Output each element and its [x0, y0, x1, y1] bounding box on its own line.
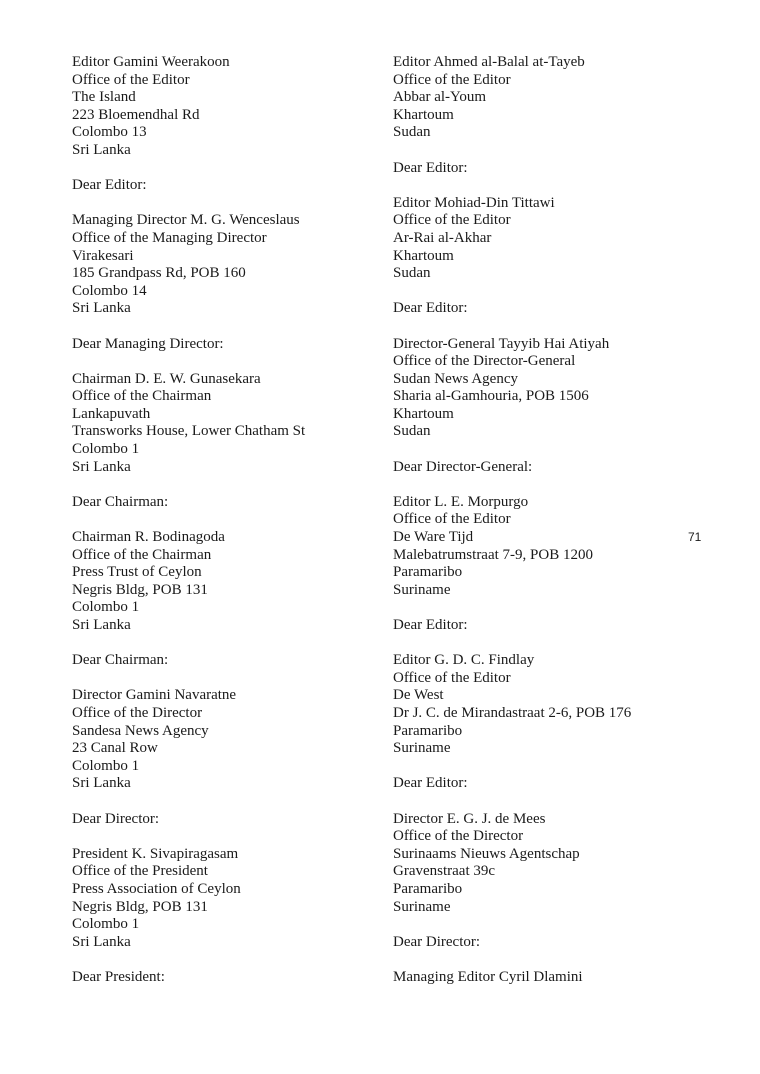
address-line: Office of the Editor: [393, 511, 511, 528]
address-line: Sandesa News Agency: [72, 722, 209, 739]
spacer: [393, 635, 703, 653]
spacer: [393, 142, 703, 160]
address-line: Surinaams Nieuws Agentschap: [393, 845, 580, 862]
address-line: Sudan: [393, 265, 431, 282]
address-line: Sri Lanka: [72, 458, 131, 475]
spacer: [72, 160, 382, 178]
spacer: [72, 986, 382, 1004]
salutation: Dear Director-General:: [393, 458, 533, 475]
address-block: [393, 494, 703, 652]
address-line: Sudan News Agency: [393, 370, 518, 387]
address-line: Sri Lanka: [72, 933, 131, 950]
address-line: Press Trust of Ceylon: [72, 564, 202, 581]
spacer: [72, 828, 382, 846]
address-block: [72, 529, 382, 687]
recipient-name: Editor G. D. C. Findlay: [393, 652, 535, 669]
salutation: Dear Editor:: [72, 177, 147, 194]
salutation: Dear Chairman:: [72, 493, 169, 510]
address-line: Dr J. C. de Mirandastraat 2-6, POB 176: [393, 704, 632, 721]
salutation: Dear Managing Director:: [72, 335, 224, 352]
address-line: Suriname: [393, 581, 451, 598]
address-line: Office of the Editor: [393, 669, 511, 686]
address-line: Virakesari: [72, 247, 134, 264]
recipient-name: Editor Gamini Weerakoon: [72, 54, 230, 70]
address-line: Suriname: [393, 898, 451, 915]
page-number: 71: [688, 530, 702, 544]
address-line: Sri Lanka: [72, 300, 131, 317]
address-block: [393, 195, 703, 336]
spacer: [393, 951, 703, 969]
address-line: Negris Bldg, POB 131: [72, 581, 208, 598]
spacer: [393, 318, 703, 336]
recipient-name: Chairman D. E. W. Gunasekara: [72, 370, 261, 387]
recipient-name: Managing Editor Cyril Dlamini: [393, 968, 583, 985]
spacer: [72, 793, 382, 811]
address-line: Colombo 1: [72, 757, 140, 774]
address-line: Sharia al-Gamhouria, POB 1506: [393, 388, 589, 405]
recipient-name: President K. Sivapiragasam: [72, 845, 239, 862]
address-line: Office of the Director-General: [393, 353, 576, 370]
recipient-name: Chairman R. Bodinagoda: [72, 529, 225, 546]
recipient-name: Director Gamini Navaratne: [72, 687, 237, 704]
address-line: Colombo 13: [72, 124, 147, 141]
address-line: Sri Lanka: [72, 617, 131, 633]
address-block: [72, 54, 382, 212]
address-line: Lankapuvath: [72, 405, 151, 422]
spacer: [72, 511, 382, 529]
recipient-name: Director E. G. J. de Mees: [393, 810, 546, 827]
spacer: [393, 283, 703, 301]
address-line: Colombo 1: [72, 916, 140, 933]
address-line: De West: [393, 687, 444, 704]
address-line: Khartoum: [393, 405, 454, 422]
address-line: 223 Bloemendhal Rd: [72, 106, 200, 123]
address-line: Office of the Chairman: [72, 546, 212, 563]
address-line: Sri Lanka: [72, 775, 131, 792]
address-line: Press Association of Ceylon: [72, 880, 241, 897]
address-block: [393, 969, 703, 987]
recipient-name: Director-General Tayyib Hai Atiyah: [393, 335, 610, 352]
spacer: [393, 441, 703, 459]
spacer: [72, 318, 382, 336]
spacer: [393, 476, 703, 494]
address-block: [72, 687, 382, 845]
address-line: Khartoum: [393, 247, 454, 264]
salutation: Dear Director:: [72, 810, 160, 827]
spacer: [72, 195, 382, 213]
address-line: 185 Grandpass Rd, POB 160: [72, 265, 246, 282]
address-line: Office of the Editor: [72, 71, 190, 88]
salutation: Dear Director:: [393, 933, 481, 950]
spacer: [393, 177, 703, 195]
salutation: Dear Editor:: [393, 775, 468, 792]
address-line: Colombo 14: [72, 282, 147, 299]
address-line: Paramaribo: [393, 722, 463, 739]
address-line: Malebatrumstraat 7-9, POB 1200: [393, 546, 593, 563]
address-line: Sudan: [393, 423, 431, 440]
spacer: [72, 476, 382, 494]
address-line: Suriname: [393, 740, 451, 757]
recipient-name: Editor Ahmed al-Balal at-Tayeb: [393, 54, 585, 70]
address-line: Office of the Director: [393, 828, 524, 845]
address-line: Colombo 1: [72, 441, 140, 458]
spacer: [393, 599, 703, 617]
address-block: [393, 811, 703, 969]
address-line: De Ware Tijd: [393, 529, 474, 546]
address-line: Ar-Rai al-Akhar: [393, 229, 492, 246]
spacer: [72, 951, 382, 969]
address-line: 23 Canal Row: [72, 740, 158, 757]
address-line: Office of the Editor: [393, 212, 511, 229]
address-line: Abbar al-Youm: [393, 89, 487, 106]
address-line: Sudan: [393, 124, 431, 141]
spacer: [72, 353, 382, 371]
right-column: [393, 54, 703, 986]
address-line: The Island: [72, 89, 136, 106]
spacer: [72, 670, 382, 688]
address-line: Office of the President: [72, 863, 208, 880]
address-block: [393, 336, 703, 494]
spacer: [393, 758, 703, 776]
address-line: Office of the Chairman: [72, 388, 212, 405]
recipient-name: Managing Director M. G. Wenceslaus: [72, 212, 300, 229]
address-line: Sri Lanka: [72, 141, 131, 158]
recipient-name: Editor L. E. Morpurgo: [393, 493, 529, 510]
address-line: Transworks House, Lower Chatham St: [72, 423, 306, 440]
recipient-name: Editor Mohiad-Din Tittawi: [393, 194, 555, 211]
salutation: Dear Editor:: [393, 300, 468, 317]
address-block: [72, 212, 382, 370]
left-column: [72, 54, 382, 1004]
address-line: Paramaribo: [393, 880, 463, 897]
spacer: [393, 793, 703, 811]
address-block: [72, 846, 382, 1004]
address-line: Colombo 1: [72, 599, 140, 616]
salutation: Dear Editor:: [393, 617, 468, 633]
address-line: Khartoum: [393, 106, 454, 123]
address-line: Office of the Director: [72, 704, 203, 721]
salutation: Dear President:: [72, 968, 165, 985]
address-line: Paramaribo: [393, 564, 463, 581]
spacer: [393, 916, 703, 934]
address-block: [393, 652, 703, 810]
address-line: Office of the Editor: [393, 71, 511, 88]
salutation: Dear Editor:: [393, 159, 468, 176]
salutation: Dear Chairman:: [72, 652, 169, 669]
address-block: [393, 54, 703, 195]
spacer: [72, 635, 382, 653]
address-line: Office of the Managing Director: [72, 229, 267, 246]
address-line: Gravenstraat 39c: [393, 863, 496, 880]
address-block: [72, 371, 382, 529]
address-line: Negris Bldg, POB 131: [72, 898, 208, 915]
